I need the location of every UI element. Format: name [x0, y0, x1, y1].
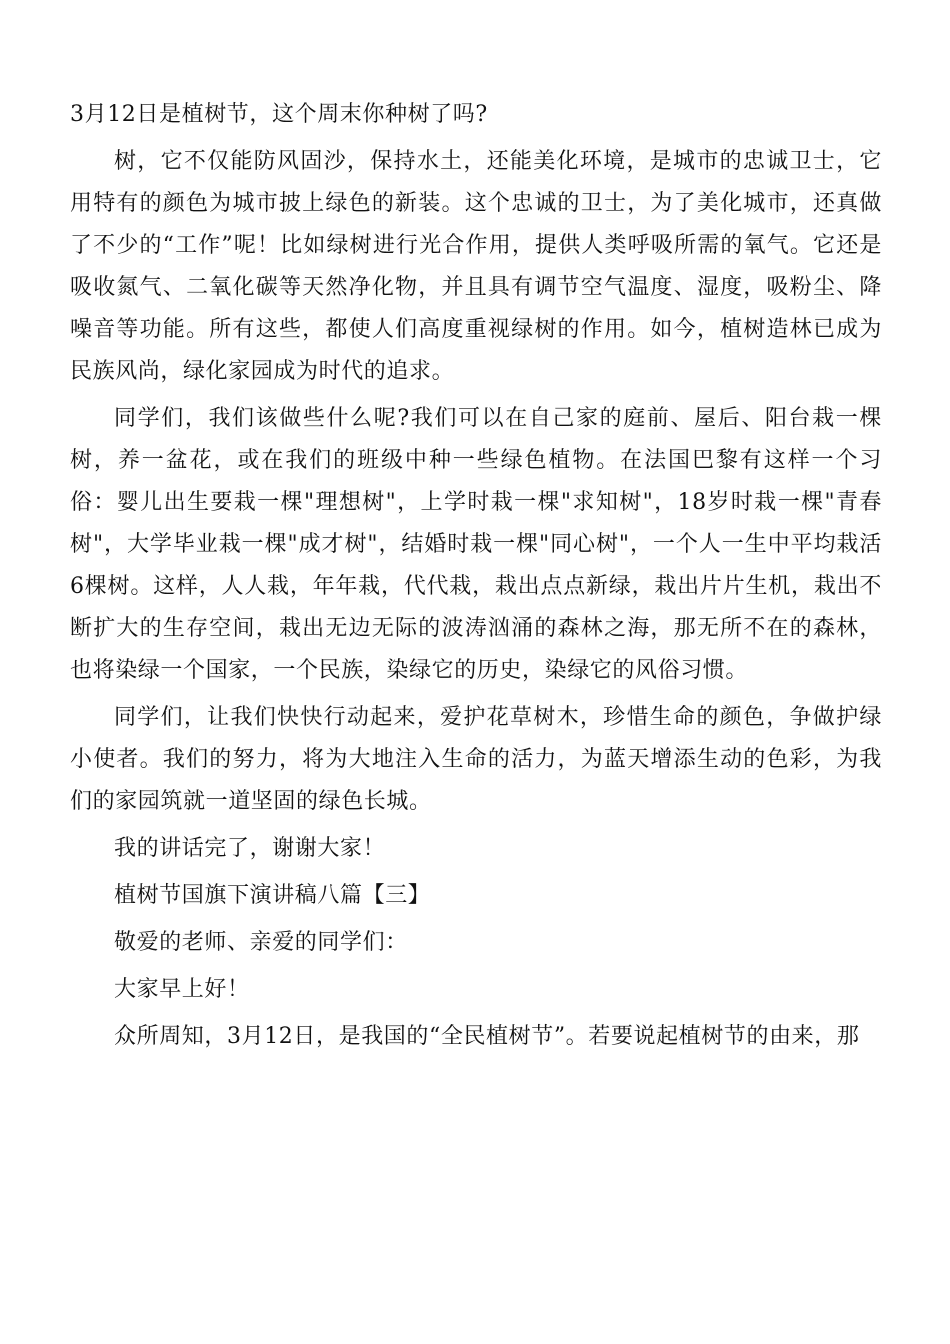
body-paragraph-3: 同学们，让我们快快行动起来，爱护花草树木，珍惜生命的颜色，争做护绿小使者。我们的努力，将为大地注入生命的活力，为蓝天增添生动的色彩，为我们的家园筑就一道坚固的绿色长城。 [70, 705, 882, 814]
greeting: 大家早上好！ [114, 977, 250, 1002]
closing-remark: 我的讲话完了，谢谢大家！ [114, 836, 386, 861]
final-paragraph: 众所周知，3月12日，是我国的“全民植树节”。若要说起植树节的由来，那 [114, 1024, 860, 1049]
body-paragraph-1: 树，它不仅能防风固沙，保持水土，还能美化环境，是城市的忠诚卫士，它用特有的颜色为城市披上绿色的新装。这个忠诚的卫士，为了美化城市，还真做了不少的“工作”呢！比如绿树进行光合作用，提供人类呼吸所需的氧气。它还是吸收氮气、二氧化碳等天然净化物，并且具有调节空气温度、湿度，吸粉尘、降噪音等功能。所有这些，都使人们高度重视绿树的作用。如今，植树造林已成为民族风尚，绿化家园成为时代的追求。 [70, 149, 882, 384]
section-title: 植树节国旗下演讲稿八篇【三】 [114, 883, 431, 908]
opening-line: 3月12日是植树节，这个周末你种树了吗? [70, 102, 488, 127]
salutation: 敬爱的老师、亲爱的同学们： [114, 930, 408, 955]
document-page [70, 94, 882, 1058]
body-paragraph-2: 同学们，我们该做些什么呢?我们可以在自己家的庭前、屋后、阳台栽一棵树，养一盆花，或在我们的班级中种一些绿色植物。在法国巴黎有这样一个习俗：婴儿出生要栽一棵"理想树"，上学时栽一棵"求知树"，18岁时栽一棵"青春树"，大学毕业栽一棵"成才树"，结婚时栽一棵"同心树"，一个人一生中平均栽活6棵树。这样，人人栽，年年栽，代代栽，栽出点点新绿，栽出片片生机，栽出不断扩大的生存空间，栽出无边无际的波涛汹涌的森林之海，那无所不在的森林，也将染绿一个国家，一个民族，染绿它的历史，染绿它的风俗习惯。 [70, 406, 882, 683]
